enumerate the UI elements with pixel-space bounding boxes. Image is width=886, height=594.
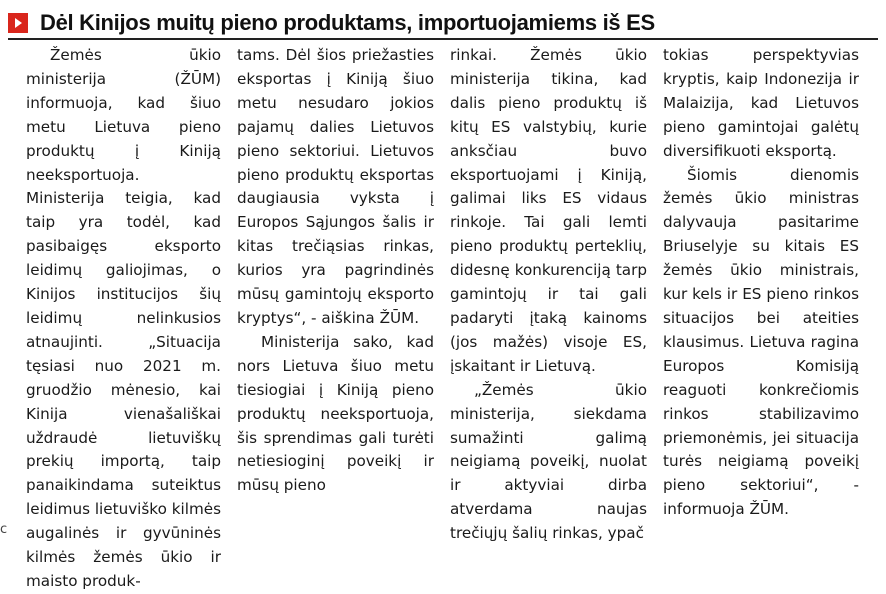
section-marker-icon [8, 13, 28, 33]
paragraph: Ministerija sako, kad nors Lietuva šiuo metu tiesiogiai į Kiniją pieno produktų neeksportuoja, šis sprendimas gali turėti netiesioginį poveikį ir mūsų pieno [237, 332, 434, 495]
article-body [26, 44, 881, 590]
page-edge-mark: c [0, 522, 8, 537]
column-3 [450, 44, 647, 594]
column-1 [26, 44, 221, 594]
article-headline: Dėl Kinijos muitų pieno produktams, importuojamiems iš ES [40, 10, 655, 35]
paragraph: tokias perspektyvias kryptis, kaip Indonezija ir Malaizija, kad Lietuvos pieno gamintojai galėtų diversifikuoti eksportą. [663, 46, 859, 160]
paragraph: tams. Dėl šios priežasties eksportas į Kiniją šiuo metu nesudaro jokios pajamų dalies Lietuvos pieno sektoriui. Lietuvos pieno produktų eksportas daugiausia vyksta į Europos Sąjungos šalis ir kitas trečiąsias rinkas, kurios yra pagrindinės mūsų gamintojų eksporto kryptys“, - aiškina ŽŪM. [237, 46, 434, 327]
paragraph: Žemės ūkio ministerija (ŽŪM) informuoja, kad šiuo metu Lietuva pieno produktų į Kiniją neeksportuoja. Ministerija teigia, kad taip yra todėl, kad pasibaigęs eksporto leidimų galiojimas, o Kinijos institucijos šių leidimų nelinkusios atnaujinti. „Situacija tęsiasi nuo 2021 m. gruodžio mėnesio, kai Kinija vienašališkai uždraudė lietuviškų prekių importą, taip panaikindama suteiktus leidimus lietuviško kilmės augalinės ir gyvūninės kilmės žemės ūkio ir maisto produk- [26, 46, 221, 590]
paragraph: rinkai. Žemės ūkio ministerija tikina, kad dalis pieno produktų iš kitų ES valstybių, kurie anksčiau buvo eksportuojami į Kiniją, galimai liks ES vidaus rinkoje. Tai gali lemti pieno produktų perteklių, didesnę konkurenciją tarp gamintojų ir tai gali padaryti įtaką kainoms (jos mažės) visoje ES, įskaitant ir Lietuvą. [450, 46, 647, 375]
article-header [8, 8, 878, 40]
column-2 [237, 44, 434, 594]
paragraph: „Žemės ūkio ministerija, siekdama sumažinti galimą neigiamą poveikį, nuolat ir aktyviai dirba atverdama naujas trečiųjų šalių rinkas, ypač [450, 380, 647, 543]
column-4 [663, 44, 859, 594]
paragraph: Šiomis dienomis žemės ūkio ministras dalyvauja pasitarime Briuselyje su kitais ES žemės ūkio ministrais, kur kels ir ES pieno rinkos situacijos bei ateities klausimus. Lietuva ragina Europos Komisiją reaguoti konkrečiomis rinkos stabilizavimo priemonėmis, jei situacija turės neigiamą poveikį pieno sektoriui“, - informuoja ŽŪM. [663, 165, 859, 519]
